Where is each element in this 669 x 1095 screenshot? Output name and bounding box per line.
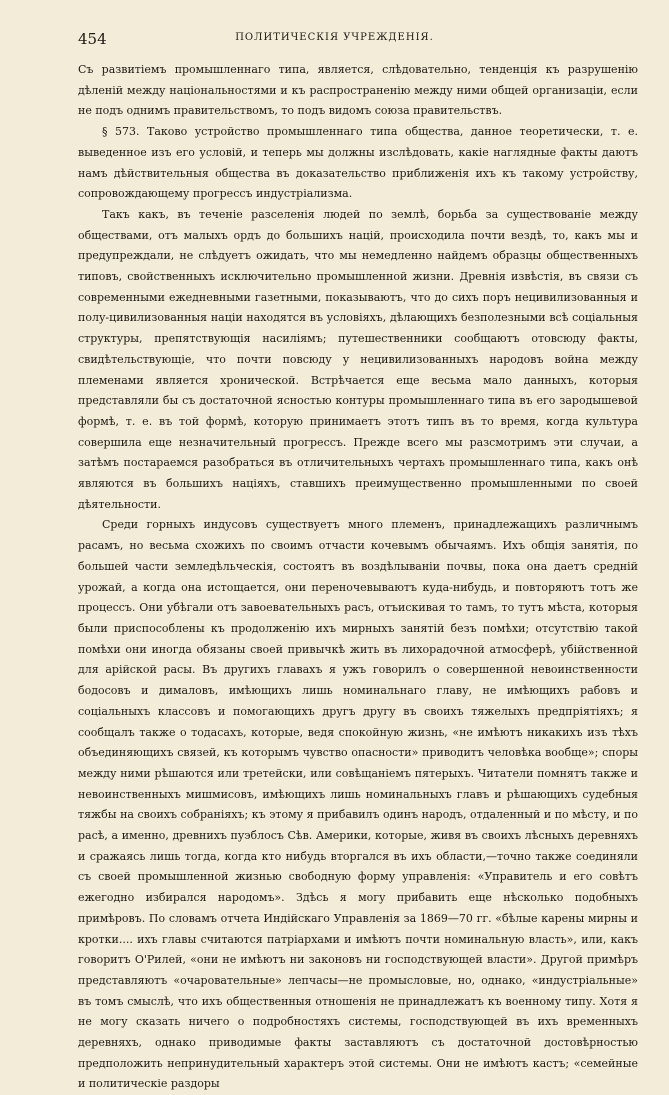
paragraph: Съ развитіемъ промышленнаго типа, является, слѣдовательно, тенденція къ разрушенію дѣленій между національностями и къ распространенію между ними общей организаціи, если не подъ однимъ правительствомъ, то подъ видомъ союза правительствъ. [78, 63, 638, 118]
running-head [78, 30, 591, 50]
page-number: 454 [78, 30, 107, 48]
paragraph: § 573. Таково устройство промышленнаго типа общества, данное теоретически, т. е. выведенное изъ его условій, и теперь мы должны изслѣдовать, какіе наглядные факты даютъ намъ дѣйствительныя общества въ доказательство приближенія ихъ къ такому устройству, сопровождающему прогрессъ индустріализма. [78, 125, 638, 201]
page-header-title: ПОЛИТИЧЕСКІЯ УЧРЕЖДЕНІЯ. [235, 32, 434, 43]
paragraph: Такъ какъ, въ теченіе разселенія людей по землѣ, борьба за существованіе между обществами, отъ малыхъ ордъ до большихъ націй, происходила почти вездѣ, то, какъ мы и предупреждали, не слѣдуетъ ожидать, что мы немедленно найдемъ образцы общественныхъ типовъ, свойственныхъ исключительно промышленной жизни. Древнія извѣстія, въ связи съ современными ежедневными газетными, показываютъ, что до сихъ поръ нецивилизованныя и полу-цивилизованныя націи находятся въ условіяхъ, дѣлающихъ безполезными всѣ соціальныя структуры, препятствующія насиліямъ; путешественники сообщаютъ отовсюду факты, свидѣтельствующіе, что почти повсюду у нецивилизованныхъ народовъ война между племенами является хронической. Встрѣчается еще весьма мало данныхъ, которыя представляли бы съ достаточной ясностью контуры промышленнаго типа въ его зародышевой формѣ, т. е. въ той формѣ, которую принимаетъ этотъ типъ въ то время, когда культура совершила еще незначительный прогрессъ. Прежде всего мы разсмотримъ эти случаи, а затѣмъ постараемся разобраться въ отличительныхъ чертахъ промышленнаго типа, какъ онѣ являются въ большихъ націяхъ, ставшихъ преимущественно промышленными по своей дѣятельности. [78, 207, 638, 511]
body-text [78, 60, 638, 1095]
paragraph: Среди горныхъ индусовъ существуетъ много племенъ, принадлежащихъ различнымъ расамъ, но весьма схожихъ по своимъ отчасти кочевымъ обычаямъ. Ихъ общія занятія, по большей части земледѣльческія, состоятъ въ воздѣлываніи почвы, пока она даетъ средній урожай, а когда она истощается, они переночевываютъ куда-нибудь, и повторяютъ тотъ же процессъ. Они убѣгали отъ завоевательныхъ расъ, отъискивая то тамъ, то тутъ мѣста, которыя были приспособлены къ продолженію ихъ мирныхъ занятій безъ помѣхи; отсутствію такой помѣхи они иногда обязаны своей привычкѣ жить въ лихорадочной атмосферѣ, убійственной для арійской расы. Въ другихъ главахъ я ужъ говорилъ о совершенной невоинственности бодосовъ и дималовъ, имѣющихъ лишь номинальнаго главу, не имѣющихъ рабовъ и соціальныхъ классовъ и помогающихъ другъ другу въ своихъ тяжелыхъ предпріятіяхъ; я сообщалъ также о тодасахъ, которые, ведя спокойную жизнь, «не имѣютъ никакихъ изъ тѣхъ объединяющихъ связей, къ которымъ чувство опасности» приводитъ человѣка вообще»; споры между ними рѣшаются или третейски, или совѣщаніемъ пятерыхъ. Читатели помнятъ также и невоинственныхъ мишмисовъ, имѣющихъ лишь номинальныхъ главъ и рѣшающихъ судебныя тяжбы на своихъ собраніяхъ; къ этому я прибавилъ одинъ народъ, отдаленный и по мѣсту, и по расѣ, а именно, древнихъ пуэблосъ Сѣв. Америки, которые, живя въ своихъ лѣсныхъ деревняхъ и сражаясь лишь тогда, когда кто нибудь вторгался въ ихъ области,—точно также соединяли съ своей промышленной жизнью свободную форму управленія: «Управитель и его совѣтъ ежегодно избирался народомъ». Здѣсь я могу прибавить еще нѣсколько подобныхъ примѣровъ. По словамъ отчета Индійскаго Управленія за 1869—70 гг. «бѣлые карены мирны и кротки.... ихъ главы считаются патріархами и имѣютъ почти номинальную власть», или, какъ говоритъ О'Рилей, «они не имѣютъ ни законовъ ни господствующей власти». Другой примѣръ представляютъ «очаровательные» лепчасы—не промысловые, но, однако, «индустріальные» въ томъ смыслѣ, что ихъ общественныя отношенія не принадлежатъ къ военному типу. Хотя я не могу сказать ничего о подробностяхъ системы, господствующей въ ихъ временныхъ деревняхъ, однако приводимые факты заставляютъ съ достаточной достовѣрностью предположить непринудительный характеръ этой системы. Они не имѣютъ кастъ; «семейные и политическіе раздоры [78, 518, 638, 1091]
